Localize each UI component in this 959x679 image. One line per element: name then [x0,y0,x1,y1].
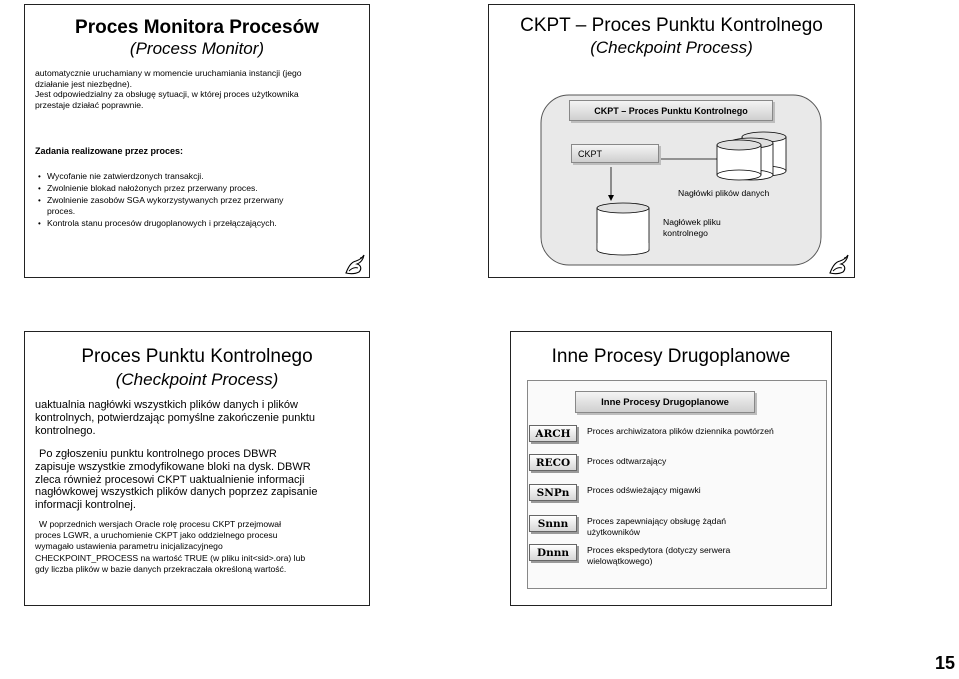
para-line: wymagało ustawienia parametru inicjalizacyjnego [35,541,223,552]
task-item: • Zwolnienie blokad nałożonych przez przerwany proces. [35,183,365,195]
task-item [35,195,365,219]
para-line: informacji kontrolnej. [35,499,136,512]
para-line: proces LGWR, a uruchomienie CKPT jako oddzielnego procesu [35,530,278,541]
process-desc-line: użytkowników [587,527,641,537]
slide2-subtitle: (Checkpoint Process) [590,38,753,57]
process-desc-dnnn [587,545,730,567]
ckpt-header-box [569,100,773,121]
process-name: Dnnn [536,546,569,559]
intro-line: Jest odpowiedzialny za obsługę sytuacji, w której proces użytkownika [35,89,299,99]
para-line: nagłówkowej wszystkich plików danych poprzez zapisanie [35,486,318,499]
slide2-title: CKPT – Proces Punktu Kontrolnego [520,15,823,36]
ckpt-process-box [571,144,659,163]
process-desc-line: Proces archiwizatora plików dziennika powtórzeń [587,426,774,436]
task-item-text: Zwolnienie zasobów SGA wykorzystywanych przez przerwany [47,194,284,205]
slide1-subtitle: (Process Monitor) [129,39,265,58]
para-line: W poprzednich wersjach Oracle rolę procesu CKPT przejmował [39,519,281,529]
intro-line: przestaje działać poprawnie. [35,99,144,110]
para-line: kontrolnych, potwierdzając pomyślne zakończenie punktu [35,411,316,424]
slide1-intro [35,68,365,110]
para-line: uaktualnia nagłówki wszystkich plików danych i plików [35,399,298,411]
process-desc-reco [587,456,666,467]
process-desc-line: Proces ekspedytora (dotyczy serwera [587,545,731,555]
paragraph-1 [35,399,365,437]
process-box-dnnn [529,544,577,561]
processes-header-label: Inne Procesy Drugoplanowe [601,396,729,408]
task-item: • Kontrola stanu procesów drugoplanowych i przełączających. [35,218,365,230]
slide-ckpt [488,4,855,278]
para-line: kontrolnego. [35,424,96,437]
para-line: Po zgłoszeniu punktu kontrolnego proces DBWR [39,448,277,460]
para-line: CHECKPOINT_PROCESS na wartość TRUE (w pliku init<sid>.ora) lub [35,552,306,563]
para-line: zleca również procesowi CKPT uaktualnienie informacji [35,473,305,486]
page-number: 15 [934,653,955,673]
process-name: SNPn [536,486,570,499]
process-desc-line: Proces odtwarzający [587,456,667,466]
process-box-arch [529,425,577,442]
paragraph-3 [35,519,369,575]
control-file-label-line: kontrolnego [663,227,708,238]
ckpt-process-label: CKPT [578,148,603,159]
intro-line: automatycznie uruchamiany w momencie uruchamiania instancji (jego [35,68,302,78]
slide3-subtitle [25,370,369,390]
paragraph-2 [35,448,369,512]
control-file-cylinder-icon [597,203,649,255]
ckpt-header-label: CKPT – Proces Punktu Kontrolnego [594,105,748,116]
para-line: gdy liczba plików w bazie danych przekraczała określoną wartość. [35,563,287,574]
slide-checkpoint-process [24,331,370,606]
control-file-label-line: Nagłówek pliku [663,217,721,227]
pelican-logo-icon [827,253,851,275]
process-desc-line: wielowątkowego) [587,556,653,566]
process-desc-snpn [587,485,701,496]
process-desc-arch [587,426,774,437]
process-box-snpn [529,484,577,501]
slide-process-monitor [24,4,370,278]
slide4-title: Inne Procesy Drugoplanowe [551,346,791,367]
slide1-title: Proces Monitora Procesów [75,17,319,38]
intro-line: działanie jest niezbędne). [35,78,132,89]
control-file-label [663,217,721,238]
process-desc-line: Proces odświeżający migawki [587,485,701,495]
process-name: ARCH [535,427,571,440]
process-box-reco [529,454,577,471]
task-item-cont: proces. [47,206,76,217]
section-heading: Zadania realizowane przez proces: [35,146,184,156]
para-line: zapisuje wszystkie zmodyfikowane bloki na dysk. DBWR [35,460,311,473]
pelican-logo-icon [343,253,367,275]
process-desc-line: Proces zapewniający obsługę żądań [587,516,727,526]
slide3-title: Proces Punktu Kontrolnego [81,346,313,367]
slide-other-background-processes [510,331,832,606]
processes-header-box [575,391,755,413]
process-name: RECO [535,456,571,469]
slide3-subtitle-text: (Checkpoint Process) [115,370,279,389]
task-item: • Wycofanie nie zatwierdzonych transakcji. [35,171,365,183]
process-box-snnn [529,515,577,532]
process-desc-snnn [587,516,726,538]
task-list [35,171,365,230]
data-files-label: Nagłówki plików danych [678,188,770,198]
process-name: Snnn [537,517,569,530]
